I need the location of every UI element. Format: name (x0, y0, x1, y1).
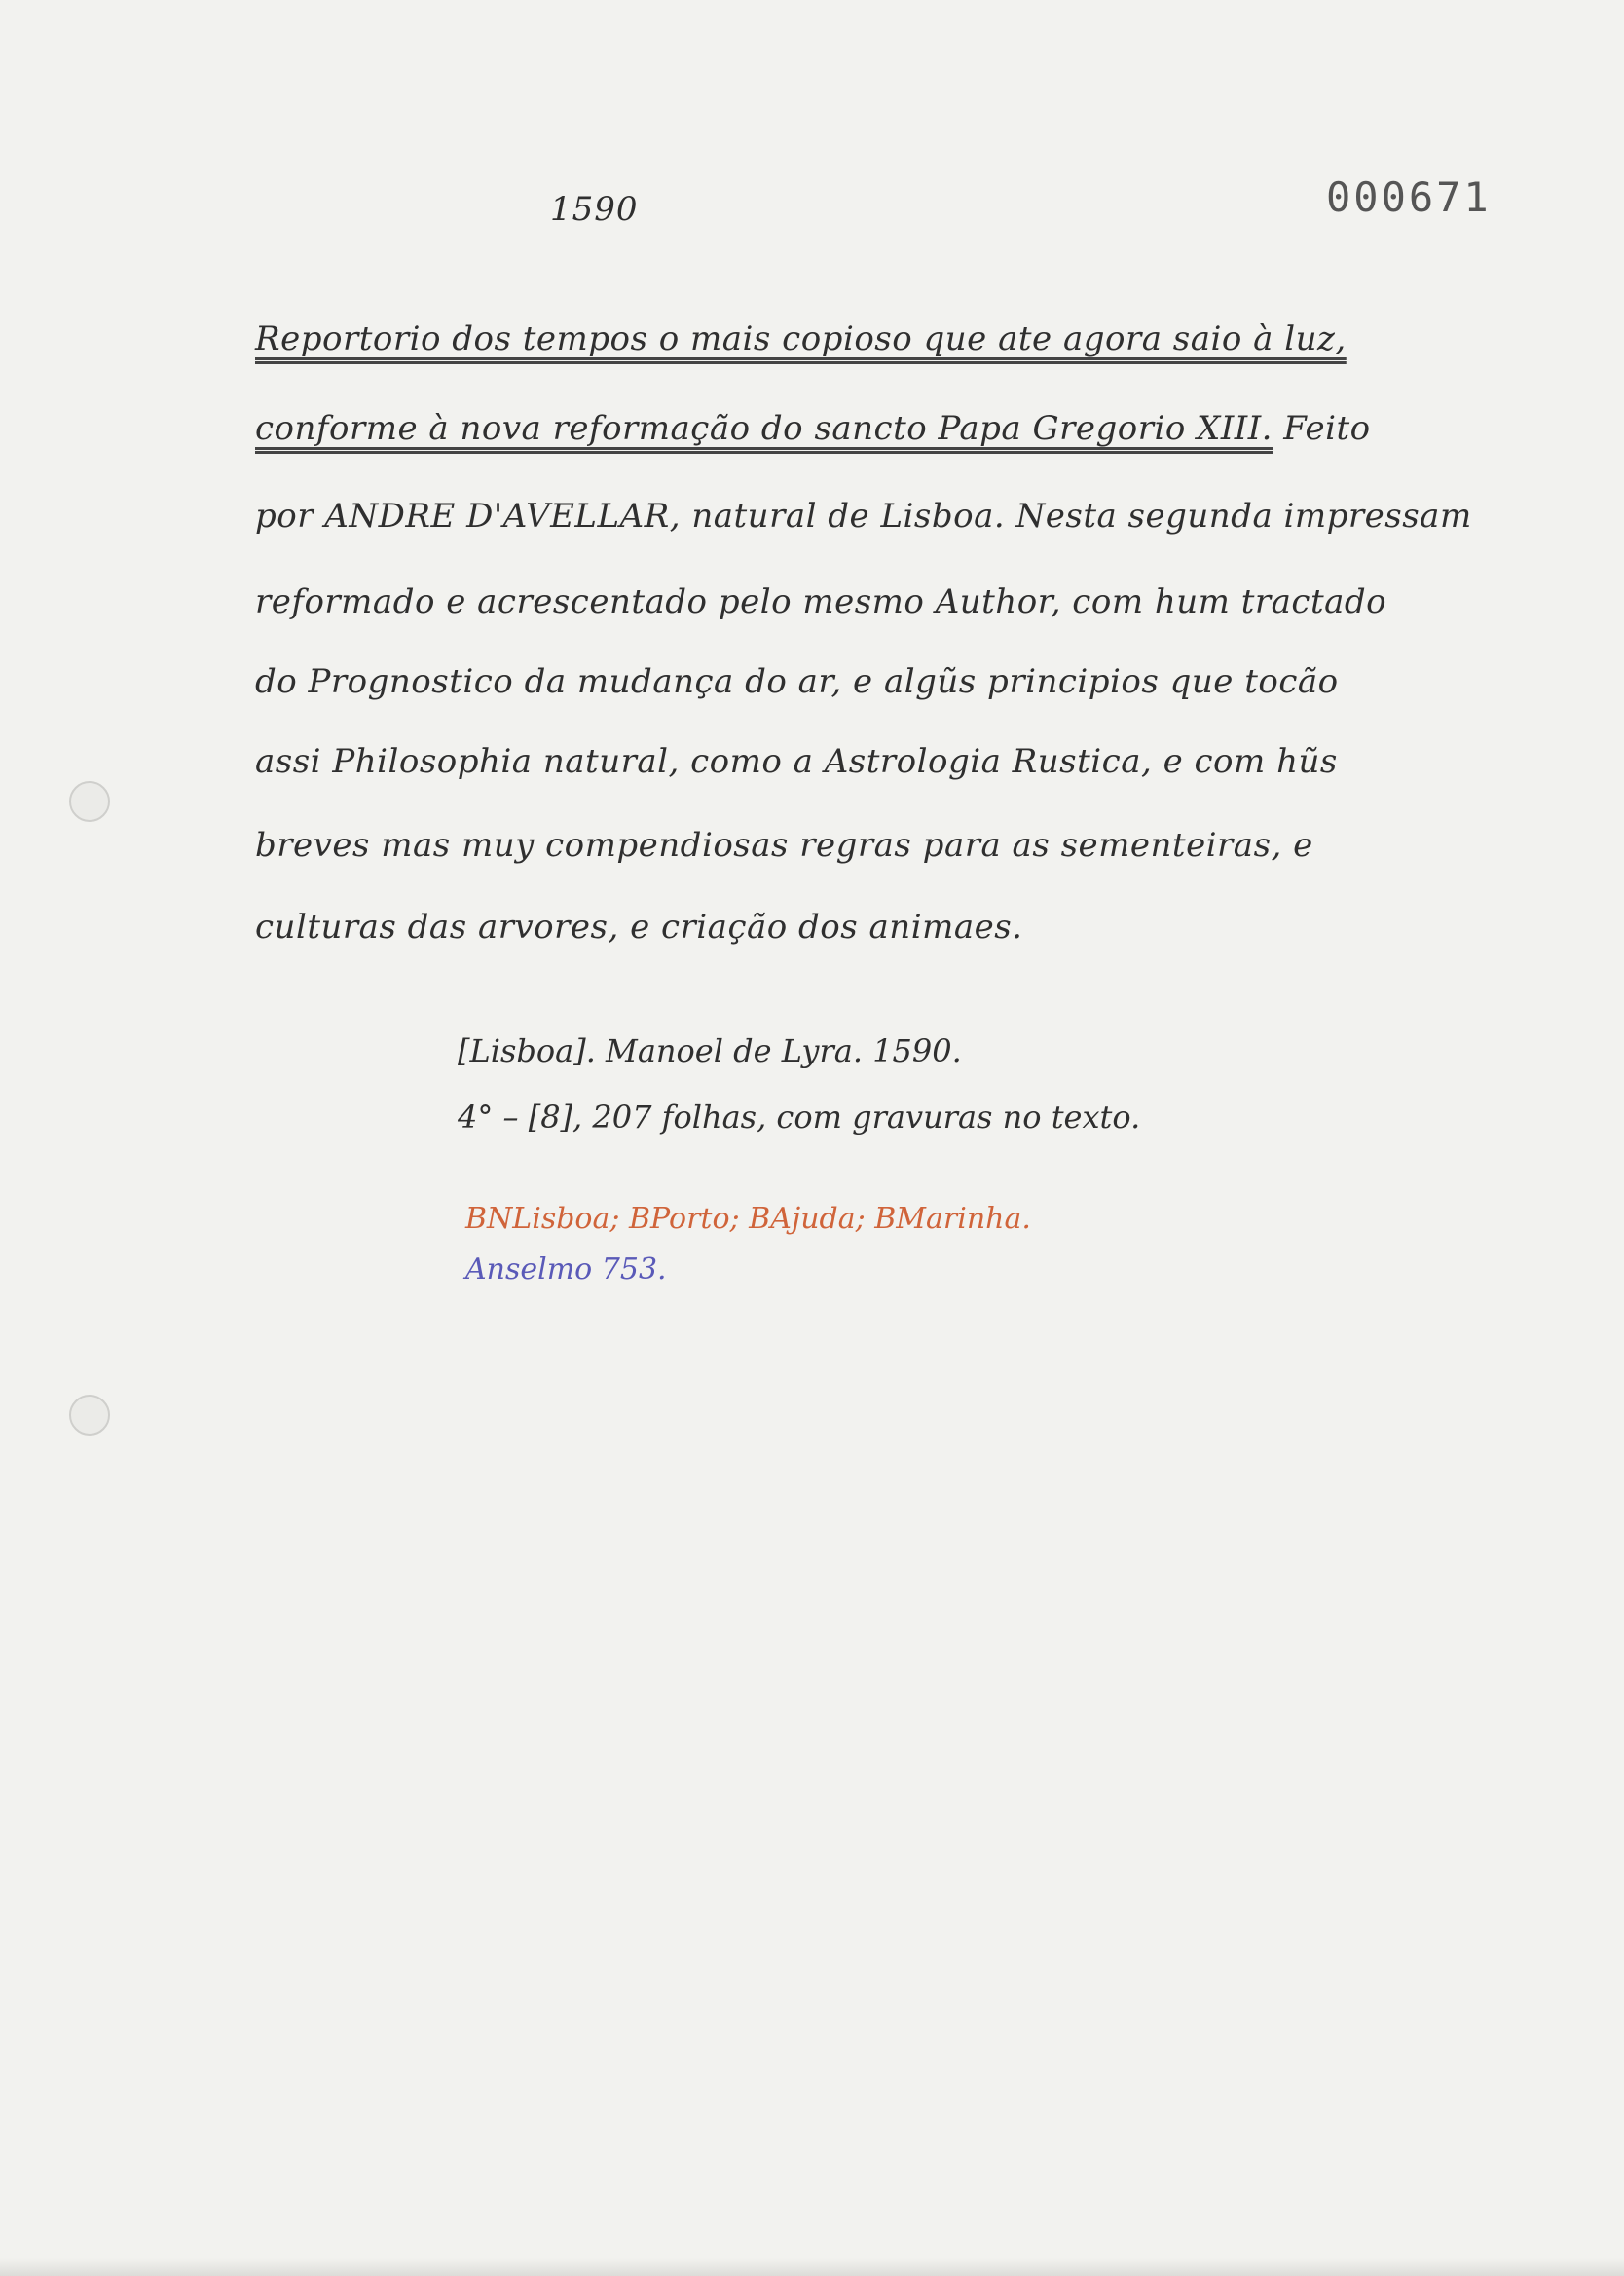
record-number: 000671 (1326, 173, 1492, 221)
year: 1590 (550, 190, 639, 229)
title-line: do Prognostico da mudança do ar, e algũs principios que tocão (255, 662, 1339, 701)
title-text: conforme à nova reformação do sancto Papa Gregorio XIII. (255, 409, 1273, 448)
title-line: breves mas muy compendiosas regras para as sementeiras, e (255, 826, 1313, 865)
title-line: reformado e acrescentado pelo mesmo Author, com hum tractado (255, 582, 1387, 621)
imprint-line: [Lisboa]. Manoel de Lyra. 1590. (458, 1032, 962, 1069)
holding-libraries: BNLisboa; BPorto; BAjuda; BMarinha. (465, 1202, 1031, 1236)
title-text: Feito (1272, 409, 1371, 448)
title-line (255, 409, 1371, 448)
collation-line: 4° – [8], 207 folhas, com gravuras no texto. (458, 1099, 1141, 1136)
title-text: Reportorio dos tempos o mais copioso que ate agora saio à luz, (255, 319, 1347, 358)
title-line: assi Philosophia natural, como a Astrologia Rustica, e com hũs (255, 742, 1338, 781)
punch-hole (69, 1395, 110, 1436)
title-line: por ANDRE D'AVELLAR, natural de Lisboa. Nesta segunda impressam (255, 497, 1472, 536)
paper-edge (0, 2258, 1624, 2276)
punch-hole (69, 781, 110, 822)
title-line: culturas das arvores, e criação dos animaes. (255, 908, 1023, 947)
title-line (255, 319, 1347, 358)
bibliographic-reference: Anselmo 753. (465, 1252, 667, 1287)
